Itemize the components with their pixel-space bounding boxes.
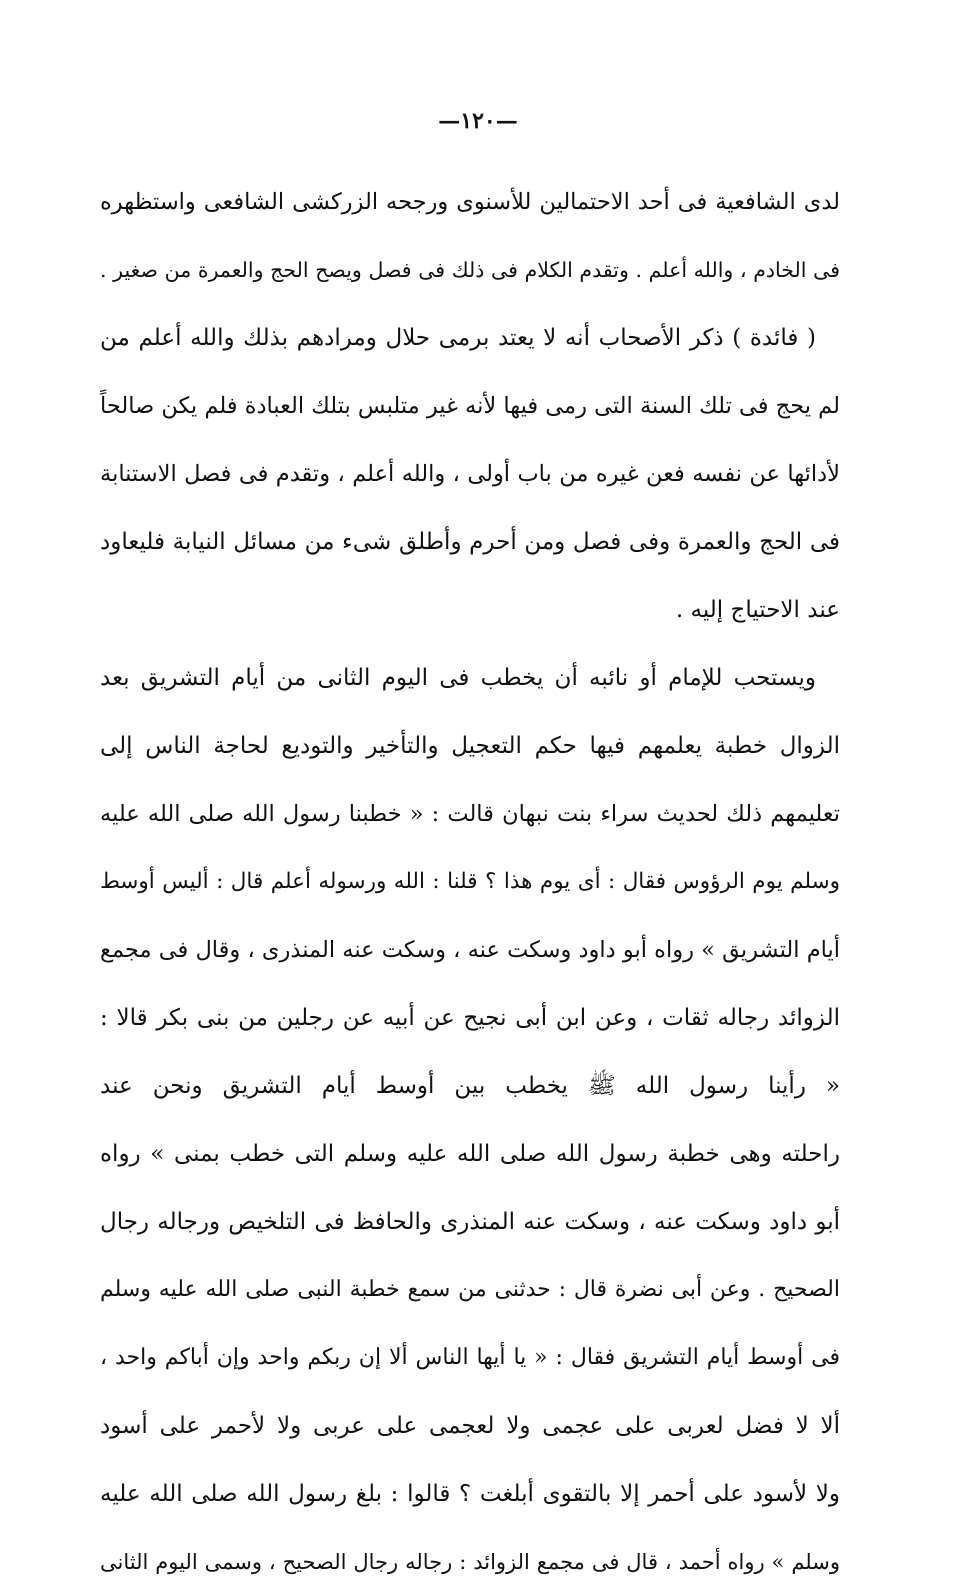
text-line: عند الاحتياج إليه . — [675, 597, 840, 623]
text-line: ( فائدة ) ذكر الأصحاب أنه لا يعتد برمى حلال ومرادهم بذلك والله أعلم من — [100, 325, 816, 351]
text-line: أيام التشريق » رواه أبو داود وسكت عنه ، وسكت عنه المنذرى ، وقال فى مجمع — [100, 937, 840, 963]
text-line: الصحيح . وعن أبى نضرة قال : حدثنى من سمع خطبة النبى صلى الله عليه وسلم — [100, 1277, 840, 1302]
paragraph-1 — [100, 168, 840, 644]
text-line: فى الحج والعمرة وفى فصل ومن أحرم وأطلق شىء من مسائل النيابة فليعاود — [100, 529, 840, 555]
text-line: فى أوسط أيام التشريق فقال : « يا أيها الناس ألا إن ربكم واحد وإن أباكم واحد ، — [100, 1345, 840, 1370]
text-line: ألا لا فضل لعربى على عجمى ولا لعجمى على عربى ولا لأحمر على أسود — [100, 1413, 840, 1439]
text-line: الزوال خطبة يعلمهم فيها حكم التعجيل والتأخير والتوديع لحاجة الناس إلى — [100, 733, 840, 759]
text-line: فى الخادم ، والله أعلم . وتقدم الكلام فى ذلك فى فصل ويصح الحج والعمرة من صغير . — [100, 258, 840, 282]
text-line: وسلم يوم الرؤوس فقال : أى يوم هذا ؟ قلنا : الله ورسوله أعلم قال : أليس أوسط — [100, 869, 840, 894]
text-body — [100, 168, 840, 1596]
text-line: لأدائها عن نفسه فعن غيره من باب أولى ، والله أعلم ، وتقدم فى فصل الاستنابة — [100, 461, 840, 487]
text-line: ويستحب للإمام أو نائبه أن يخطب فى اليوم الثانى من أيام التشريق بعد — [100, 665, 816, 691]
text-line: لدى الشافعية فى أحد الاحتمالين للأسنوى ورجحه الزركشى الشافعى واستظهره — [100, 189, 840, 215]
text-line: أبو داود وسكت عنه ، وسكت عنه المنذرى والحافظ فى التلخيص ورجاله رجال — [100, 1209, 840, 1235]
paragraph-2 — [100, 644, 840, 1596]
text-line: لم يحج فى تلك السنة التى رمى فيها لأنه غير متلبس بتلك العبادة فلم يكن صالحاً — [100, 393, 840, 419]
text-line: ولا لأسود على أحمر إلا بالتقوى أبلغت ؟ قالوا : بلغ رسول الله صلى الله عليه — [100, 1481, 840, 1507]
text-line: وسلم » رواه أحمد ، قال فى مجمع الزوائد : رجاله رجال الصحيح ، وسمى اليوم الثانى — [100, 1550, 840, 1574]
page-number: —١٢٠— — [438, 108, 518, 134]
text-line: الزوائد رجاله ثقات ، وعن ابن أبى نجيح عن أبيه عن رجلين من بنى بكر قالا : — [100, 1005, 840, 1031]
text-line: تعليمهم ذلك لحديث سراء بنت نبهان قالت : « خطبنا رسول الله صلى الله عليه — [100, 801, 840, 827]
text-line: « رأينا رسول الله ﷺ يخطب بين أوسط أيام التشريق ونحن عند — [100, 1073, 840, 1099]
text-line: راحلته وهى خطبة رسول الله صلى الله عليه وسلم التى خطب بمنى » رواه — [100, 1141, 840, 1167]
